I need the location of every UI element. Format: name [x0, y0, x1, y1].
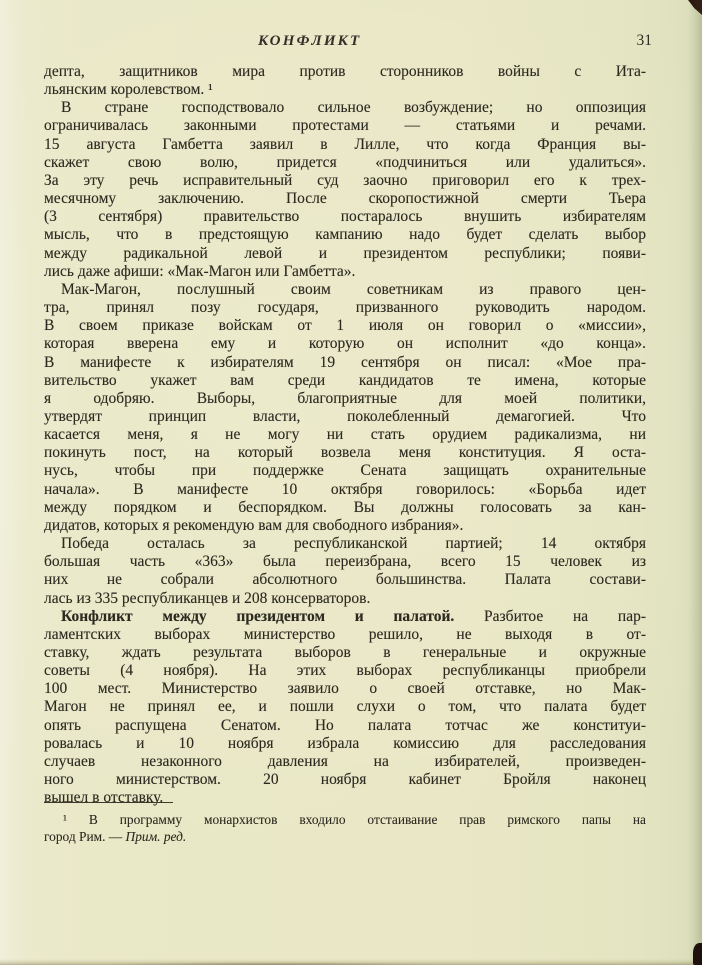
- text-line: В манифесте к избирателям 19 сентября он писал: «Мое пра-: [44, 353, 646, 371]
- text-line: дидатов, которых я рекомендую вам для свободного избрания».: [44, 516, 464, 534]
- text-line: Мак-Магон, послушный своим советникам из правого цен-: [61, 280, 646, 298]
- text-line: За эту речь исправительный суд заочно приговорил его к трех-: [44, 171, 646, 189]
- paragraph: [44, 535, 646, 608]
- text-line: лась из 335 республиканцев и 208 консерваторов.: [44, 589, 371, 607]
- text-line: Магон не принял ее, и пошли слухи о том, что палата будет: [44, 698, 646, 716]
- page-number: 31: [636, 32, 652, 49]
- text-line: опять распущена Сенатом. Но палата тотчас же конституи-: [44, 716, 646, 734]
- text-line: (3 сентября) правительство постаралось внушить избирателям: [44, 208, 646, 226]
- text-line: тра, принял позу государя, призванного руководить народом.: [44, 299, 646, 317]
- text-line: месячному заключению. После скоропостижной смерти Тьера: [44, 190, 646, 208]
- text-line: между радикальной левой и президентом республики; появи-: [44, 244, 646, 262]
- page-bottom-edge-shadow: [0, 959, 702, 965]
- bold-run: Конфликт между президентом и палатой.: [61, 607, 455, 625]
- text-run: город Рим. —: [44, 828, 126, 844]
- scan-bottom-smudge: [55, 961, 485, 965]
- scan-corner-mark: [685, 0, 702, 15]
- text-run: ¹ В программу монархистов входило отстаивание прав римского папы на: [63, 812, 646, 827]
- page-right-edge-shadow: [688, 0, 702, 965]
- text-line: [44, 812, 646, 829]
- text-line: [44, 829, 646, 846]
- italic-run: Прим. ред.: [125, 828, 187, 844]
- text-line: лись даже афиши: «Мак-Магон или Гамбетта».: [44, 262, 356, 280]
- text-line: скажет свою волю, придется «подчиниться или удалиться».: [44, 153, 646, 171]
- text-line: 100 мест. Министерство заявило о своей отставке, но Мак-: [44, 680, 646, 698]
- footnote: [44, 812, 646, 845]
- body-text: [44, 63, 646, 807]
- text-line: утвердят принцип власти, поколебленный демагогией. Что: [44, 407, 646, 425]
- text-line: нусь, чтобы при поддержке Сената защищать охранительные: [44, 462, 646, 480]
- text-line: которая вверена ему и которую он исполнит «до конца».: [44, 335, 646, 353]
- text-line: случаев незаконного давления на избирателей, произведен-: [44, 752, 646, 770]
- text-line: большая часть «363» была переизбрана, всего 15 человек из: [44, 553, 646, 571]
- text-line: вышел в отставку.: [44, 789, 164, 807]
- text-line: мысль, что в предстоящую кампанию надо будет сделать выбор: [44, 226, 646, 244]
- running-header-title: КОНФЛИКТ: [258, 33, 362, 49]
- text-line: них не собрали абсолютного большинства. Палата состави-: [44, 571, 646, 589]
- text-line: ламентских выборах министерство решило, не выходя в от-: [44, 625, 646, 643]
- text-line: я одобряю. Выборы, благоприятные для моей политики,: [44, 389, 646, 407]
- text-run: Разбитое на пар-: [454, 607, 646, 625]
- scan-ink-blob: [693, 943, 702, 965]
- text-line: Победа осталась за республиканской партией; 14 октября: [61, 535, 646, 553]
- text-line: 15 августа Гамбетта заявил в Лилле, что когда Франция вы-: [44, 135, 646, 153]
- text-line: вительство укажет вам среди кандидатов те имена, которые: [44, 371, 646, 389]
- text-line: В стране господствовало сильное возбуждение; но оппозиция: [61, 99, 646, 117]
- text-line: [44, 608, 646, 626]
- text-line: касается меня, я не могу ни стать орудием радикализма, ни: [44, 426, 646, 444]
- paragraph: [44, 281, 646, 535]
- text-line: ного министерством. 20 ноября кабинет Бройля наконец: [44, 771, 646, 789]
- text-line: льянским королевством. ¹: [44, 81, 213, 99]
- text-line: начала». В манифесте 10 октября говорилось: «Борьба идет: [44, 480, 646, 498]
- paragraph: [44, 608, 646, 808]
- text-line: В своем приказе войскам от 1 июля он говорил о «миссии»,: [44, 317, 646, 335]
- footnote-divider: [44, 802, 173, 803]
- text-line: депта, защитников мира против сторонников войны с Ита-: [44, 63, 646, 80]
- paragraph: [44, 63, 646, 99]
- paragraph: [44, 99, 646, 281]
- text-line: покинуть пост, на который возвела меня конституция. Я оста-: [44, 444, 646, 462]
- text-line: ровалась и 10 ноября избрала комиссию для расследования: [44, 734, 646, 752]
- text-line: ограничивалась законными протестами — статьями и речами.: [44, 117, 646, 135]
- text-line: ставку, ждать результата выборов в генеральные и окружные: [44, 644, 646, 661]
- text-line: между порядком и беспорядком. Вы должны голосовать за кан-: [44, 498, 646, 516]
- text-line: советы (4 ноября). На этих выборах республиканцы приобрели: [44, 662, 646, 680]
